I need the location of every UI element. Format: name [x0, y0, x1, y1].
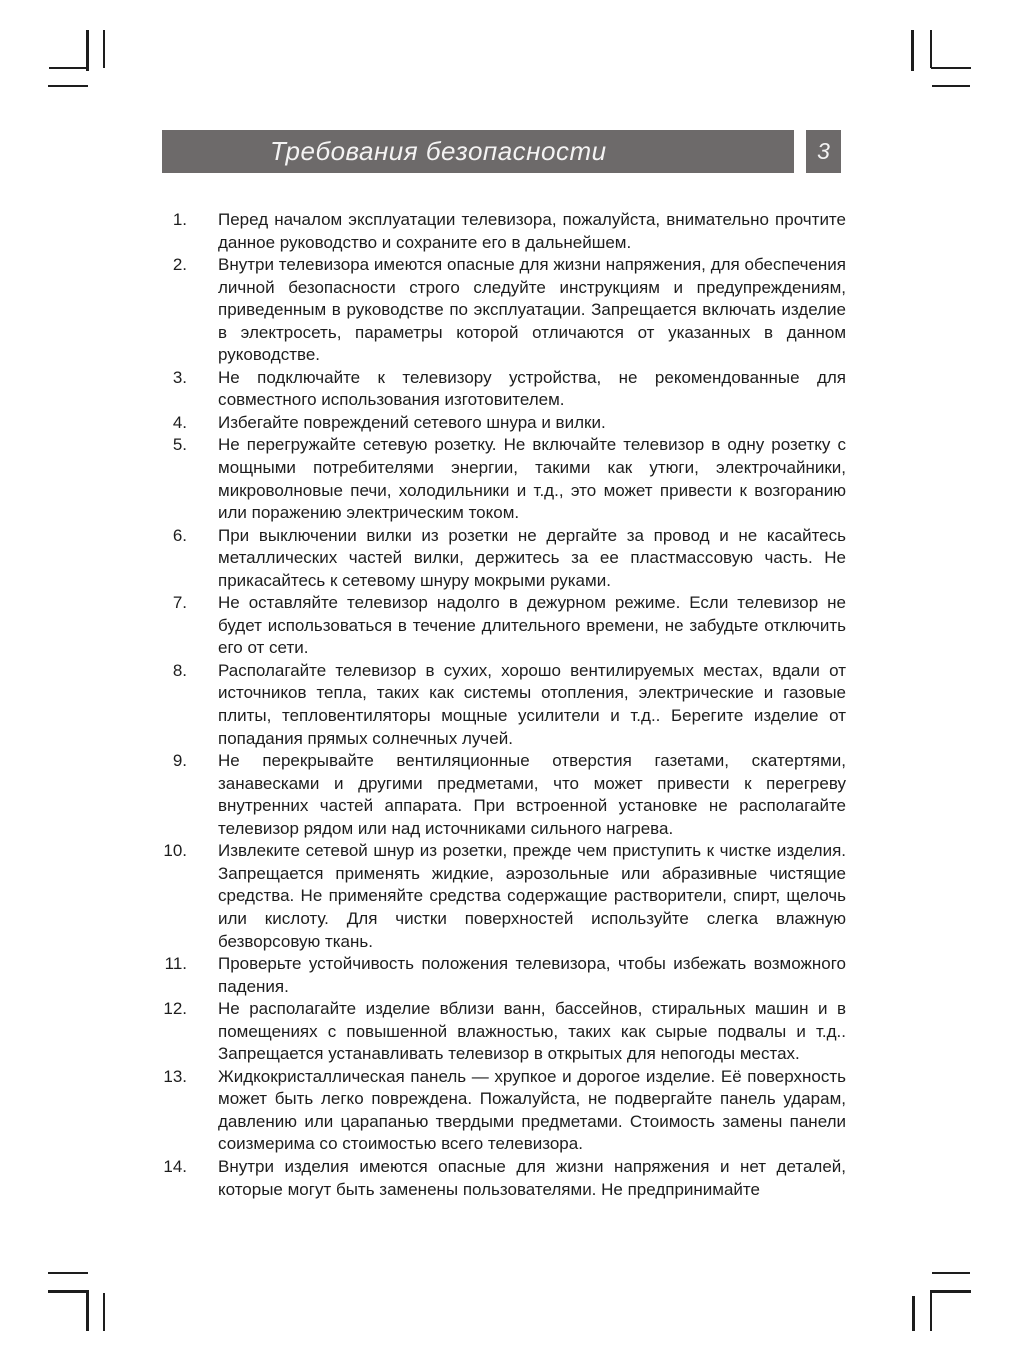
item-number: 10.: [163, 841, 187, 861]
item-text: Проверьте устойчивость положения телевизора, чтобы избежать возможного падения.: [218, 954, 846, 996]
item-number: 2.: [172, 255, 187, 275]
crop-mark-top-left: [86, 30, 89, 71]
crop-mark-bottom-right: [932, 1272, 970, 1274]
item-text: Извлеките сетевой шнур из розетки, прежде чем приступить к чистке изделия. Запрещается применять жидкие, аэрозольные или абразивные чистящие средства. Не применяйте средства содержащие растворители, спирт, щелочь или кислоту. Для чистки поверхностей используйте слегка влажную безворсовую ткань.: [218, 841, 846, 951]
list-item: [162, 367, 846, 412]
list-item: [162, 660, 846, 750]
item-text: Располагайте телевизор в сухих, хорошо вентилируемых местах, вдали от источников тепла, таких как системы отопления, электрические и газовые плиты, тепловентиляторы мощные усилители и т.д.. Берегите изделие от попадания прямых солнечных лучей.: [218, 660, 846, 748]
page-number: 3: [817, 138, 830, 164]
list-item: [162, 1156, 846, 1201]
page-number-badge: [806, 130, 841, 173]
list-item: [162, 750, 846, 840]
item-number: 14.: [163, 1156, 187, 1176]
crop-mark-top-right: [911, 30, 914, 71]
crop-mark-top-right: [932, 85, 970, 87]
header-bar: [162, 130, 794, 173]
item-number: 1.: [172, 210, 187, 229]
item-text: Не перекрывайте вентиляционные отверстия газетами, скатертями, занавесками и другими предметами, что может привести к перегреву внутренних частей аппарата. При встроенной установке не располагайте телевизор рядом или над источниками сильного нагрева.: [218, 751, 846, 838]
list-item: [162, 998, 846, 1066]
item-number: 9.: [172, 751, 187, 771]
item-number: 5.: [172, 435, 187, 455]
item-number: 11.: [164, 954, 187, 974]
crop-mark-bottom-right: [912, 1296, 915, 1331]
item-text: Не располагайте изделие вблизи ванн, бассейнов, стиральных машин и в помещениях с повышенной влажностью, таких как сырые подвалы и т.д.. Запрещается устанавливать телевизор в открытых для непогоды местах.: [218, 999, 846, 1064]
crop-mark-top-left: [103, 30, 105, 68]
list-item: [162, 1066, 846, 1156]
item-number: 13.: [163, 1066, 187, 1086]
item-text: Внутри телевизора имеются опасные для жизни напряжения, для обеспечения личной безопасности строго следуйте инструкциям и предупреждениям, приведенным в руководстве по эксплуатации. Запрещается включать изделие в электросеть, параметры которой отличаются от указанных в данном руководстве.: [218, 255, 846, 365]
list-item: [162, 953, 846, 998]
list-item: [162, 592, 846, 660]
crop-mark-bottom-left: [48, 1272, 88, 1274]
list-item: [162, 209, 846, 254]
item-number: 8.: [172, 660, 187, 680]
crop-mark-bottom-left: [103, 1293, 105, 1331]
list-item: [162, 525, 846, 593]
safety-requirements-list: [162, 209, 846, 1201]
item-number: 7.: [172, 593, 187, 613]
item-text: Внутри изделия имеются опасные для жизни напряжения и нет деталей, которые могут быть заменены пользователями. Не предпринимайте: [218, 1156, 846, 1199]
item-number: 12.: [163, 999, 187, 1019]
crop-mark-top-right: [930, 30, 932, 68]
item-text: Не оставляйте телевизор надолго в дежурном режиме. Если телевизор не будет использоваться в течение длительного времени, не забудьте отключить его от сети.: [218, 593, 846, 658]
crop-mark-top-left: [49, 67, 89, 69]
item-number: 4.: [172, 412, 187, 432]
list-item: [162, 840, 846, 953]
list-item: [162, 254, 846, 367]
item-text: Не подключайте к телевизору устройства, не рекомендованные для совместного использования изготовителем.: [218, 367, 846, 410]
item-text: Избегайте повреждений сетевого шнура и вилки.: [218, 412, 606, 432]
crop-mark-top-right: [931, 67, 971, 69]
crop-mark-bottom-right: [930, 1290, 932, 1331]
item-text: Перед началом эксплуатации телевизора, пожалуйста, внимательно прочтите данное руководство и сохраните его в дальнейшем.: [218, 210, 846, 252]
crop-mark-bottom-right: [931, 1290, 971, 1293]
item-number: 6.: [172, 525, 187, 545]
item-text: Не перегружайте сетевую розетку. Не включайте телевизор в одну розетку с мощными потребителями энергии, такими как утюги, электрочайники, микроволновые печи, холодильники и т.д., это может привести к возгоранию или поражению электрическим током.: [218, 435, 846, 523]
list-item: [162, 412, 846, 435]
item-number: 3.: [172, 367, 187, 387]
crop-mark-top-left: [48, 85, 88, 87]
page-title: Требования безопасности: [270, 136, 607, 166]
crop-mark-bottom-left: [48, 1290, 89, 1293]
crop-mark-bottom-left: [86, 1290, 89, 1331]
item-text: Жидкокристаллическая панель — хрупкое и дорогое изделие. Её поверхность может быть легко повреждена. Пожалуйста, не подвергайте панель ударам, давлению или царапанью твердыми предметами. Стоимость замены панели соизмерима со стоимостью всего телевизора.: [218, 1066, 846, 1154]
item-text: При выключении вилки из розетки не дергайте за провод и не касайтесь металлических частей вилки, держитесь за ее пластмассовую часть. Не прикасайтесь к сетевому шнуру мокрыми руками.: [218, 525, 846, 590]
list-item: [162, 434, 846, 524]
